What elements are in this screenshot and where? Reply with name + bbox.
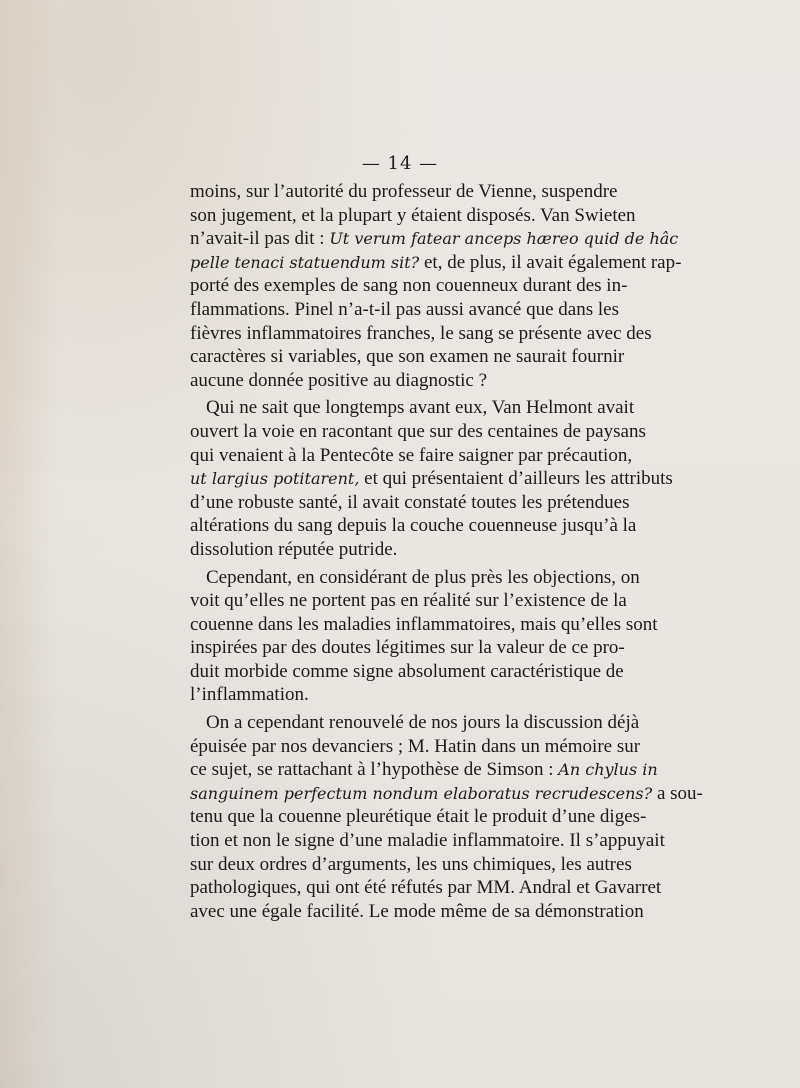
text-run: épuisée par nos devanciers ; M. Hatin dans un mémoire sur [190,735,641,757]
text-run: voit qu’elles ne portent pas en réalité sur l’existence de la [190,590,627,612]
italic-latin-phrase: pelle tenaci statuendum sit? [190,252,420,272]
text-run: altérations du sang depuis la couche couenneuse jusqu’à la [190,515,637,537]
text-run: et qui présentaient d’ailleurs les attributs [359,468,673,490]
text-line [190,683,614,707]
text-line [190,589,627,613]
text-line [190,829,665,853]
text-line [190,298,619,322]
text-line [190,274,628,298]
text-line [190,345,625,369]
text-line [190,660,624,684]
text-line [190,227,679,251]
text-run: avec une égale facilité. Le mode même de sa démonstration [190,900,644,922]
text-run: tenu que la couenne pleurétique était le produit d’une diges- [190,806,647,828]
text-run: tion et non le signe d’une maladie inflammatoire. Il s’appuyait [190,830,665,852]
text-line [190,853,632,877]
text-run: fièvres inflammatoires franches, le sang se présente avec des [190,322,652,344]
text-line [190,204,636,228]
italic-latin-phrase: Ut verum fatear anceps hæreo quid de hâc [329,229,679,249]
text-line [190,538,614,562]
text-line [190,711,640,735]
text-run: inspirées par des doutes légitimes sur la valeur de ce pro- [190,637,625,659]
text-line [190,782,703,806]
text-line [190,805,647,829]
text-run: l’inflammation. [190,684,309,706]
italic-latin-phrase: An chylus in [558,760,658,780]
text-line [190,636,625,660]
text-line [190,467,673,491]
text-run: caractères si variables, que son examen ne saurait fournir [190,346,625,368]
text-run: n’avait-il pas dit : [190,228,330,250]
text-line [190,322,652,346]
text-run: duit morbide comme signe absolument caractéristique de [190,660,624,682]
text-run: a sou- [652,782,703,804]
text-line [190,396,635,420]
text-run: son jugement, et la plupart y étaient disposés. Van Swieten [190,204,636,226]
italic-latin-phrase: ut largius potitarent, [190,469,360,489]
italic-latin-phrase: sanguinem perfectum nondum elaboratus recrudescens? [190,783,653,803]
text-line [190,444,633,468]
text-run: et, de plus, il avait également rap- [419,251,682,273]
body-text [190,180,703,923]
text-run: couenne dans les maladies inflammatoires, mais qu’elles sont [190,613,658,635]
text-run: aucune donnée positive au diagnostic ? [190,369,488,391]
text-run: moins, sur l’autorité du professeur de Vienne, suspendre [190,181,618,202]
text-line [190,876,662,900]
page-number: — 14 — [361,153,439,174]
text-line [190,900,644,924]
text-run: dissolution réputée putride. [190,538,398,560]
text-run: On a cependant renouvelé de nos jours la discussion déjà [206,712,640,734]
text-line [190,566,640,590]
text-line [190,758,658,782]
text-run: sur deux ordres d’arguments, les uns chimiques, les autres [190,853,632,875]
text-line [190,613,658,637]
text-run: qui venaient à la Pentecôte se faire saigner par précaution, [190,444,633,466]
text-run: d’une robuste santé, il avait constaté toutes les prétendues [190,491,630,513]
text-run: flammations. Pinel n’a-t-il pas aussi avancé que dans les [190,298,619,320]
text-run: pathologiques, qui ont été réfutés par MM. Andral et Gavarret [190,877,662,899]
text-line [190,514,637,538]
text-line [190,735,641,759]
text-run: ce sujet, se rattachant à l’hypothèse de Simson : [190,759,559,781]
text-line [190,420,646,444]
text-line [190,251,682,275]
text-run: Cependant, en considérant de plus près les objections, on [206,566,640,588]
text-line [190,180,618,204]
text-run: ouvert la voie en racontant que sur des centaines de paysans [190,420,646,442]
text-line [190,369,614,393]
text-run: porté des exemples de sang non couenneux durant des in- [190,275,628,297]
text-run: Qui ne sait que longtemps avant eux, Van Helmont avait [206,397,635,419]
text-line [190,491,630,515]
